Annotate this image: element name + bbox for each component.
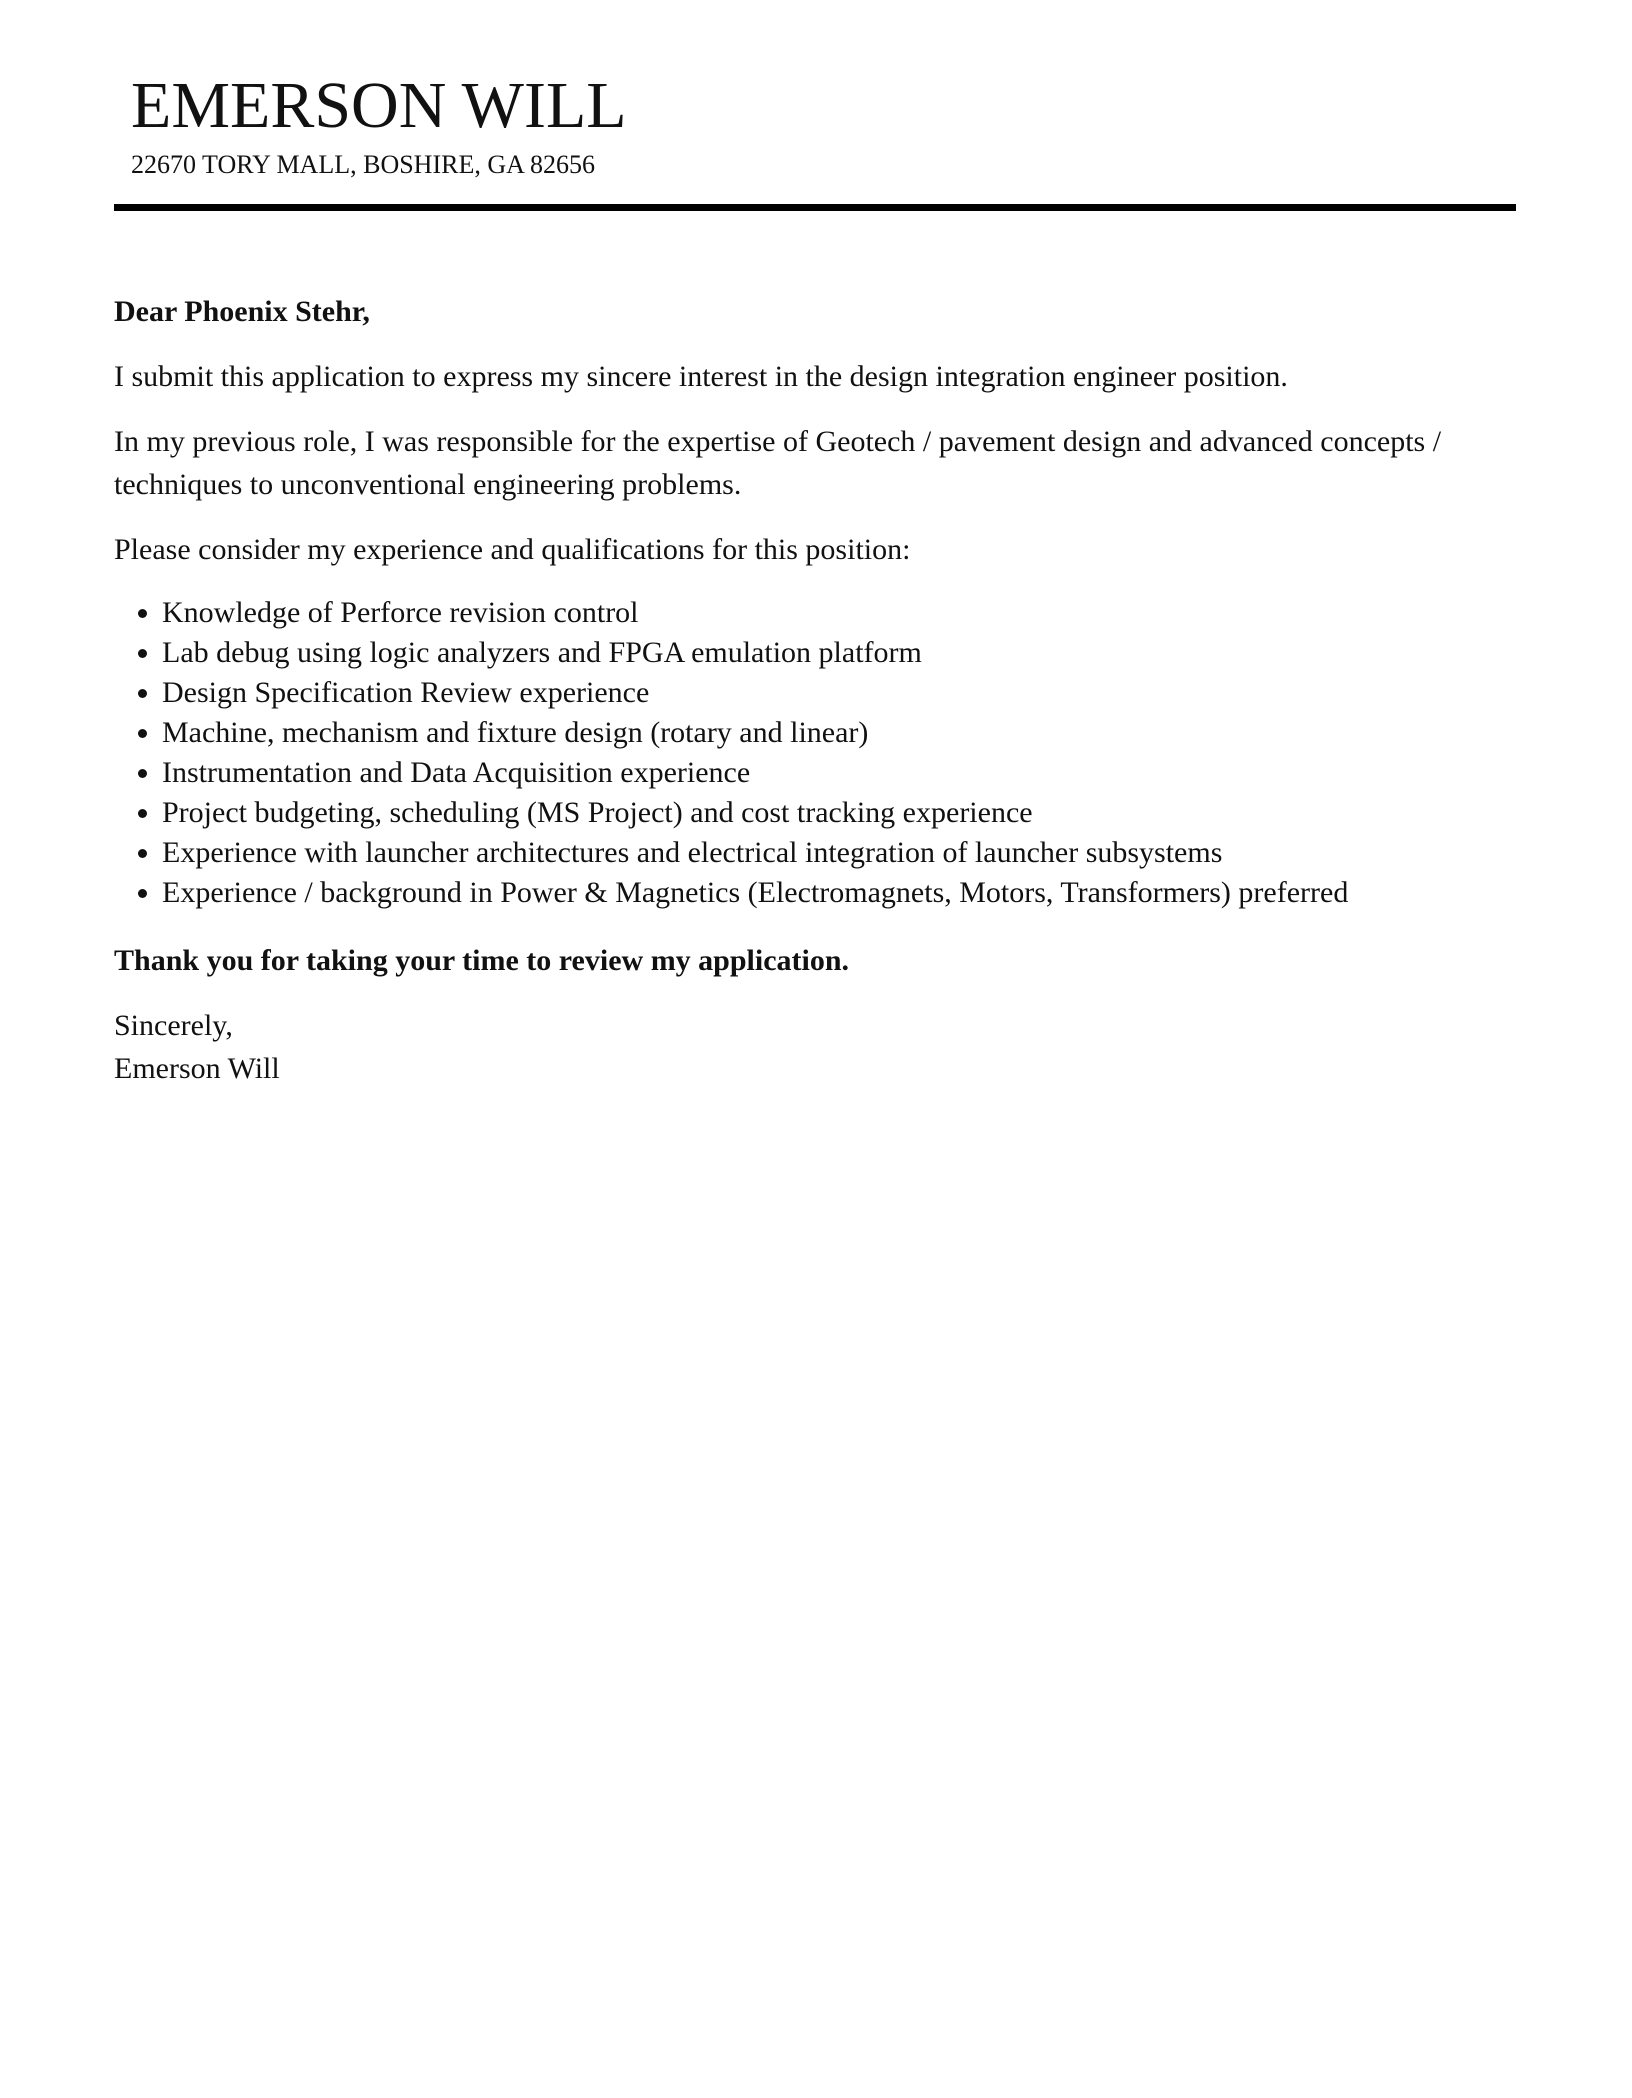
- letter-header: [114, 66, 1516, 182]
- qualification-text: Project budgeting, scheduling (MS Project) and cost tracking experience: [162, 796, 1033, 829]
- closing: Sincerely,: [114, 1009, 233, 1042]
- bullet-icon: [138, 649, 147, 658]
- qualification-text: Design Specification Review experience: [162, 676, 650, 709]
- bullet-icon: [138, 809, 147, 818]
- qualification-text: Lab debug using logic analyzers and FPGA emulation platform: [162, 636, 922, 669]
- intro-paragraph: I submit this application to express my sincere interest in the design integration engineer position.: [114, 360, 1288, 393]
- applicant-name: EMERSON WILL: [131, 69, 627, 142]
- list-item: [162, 873, 1524, 913]
- qualifications-list: [114, 593, 1524, 913]
- experience-paragraph: In my previous role, I was responsible for the expertise of Geotech / pavement design and advanced concepts / techniques to unconventional engineering problems.: [114, 425, 1442, 501]
- bullet-icon: [138, 849, 147, 858]
- qualification-text: Knowledge of Perforce revision control: [162, 596, 639, 629]
- list-item: [162, 673, 1524, 713]
- list-item: [162, 793, 1524, 833]
- salutation: Dear Phoenix Stehr,: [114, 295, 370, 328]
- header-divider: [114, 204, 1516, 211]
- qualifications-intro: Please consider my experience and qualifications for this position:: [114, 533, 911, 566]
- applicant-address: 22670 TORY MALL, BOSHIRE, GA 82656: [131, 150, 595, 179]
- list-item: [162, 833, 1524, 873]
- bullet-icon: [138, 689, 147, 698]
- list-item: [162, 713, 1524, 753]
- list-item: [162, 633, 1524, 673]
- qualification-text: Machine, mechanism and fixture design (rotary and linear): [162, 716, 869, 749]
- list-item: [162, 593, 1524, 633]
- bullet-icon: [138, 889, 147, 898]
- qualification-text: Instrumentation and Data Acquisition experience: [162, 756, 751, 789]
- qualification-text: Experience / background in Power & Magnetics (Electromagnets, Motors, Transformers) preferred: [162, 876, 1349, 909]
- qualification-text: Experience with launcher architectures and electrical integration of launcher subsystems: [162, 836, 1223, 869]
- signature-name: Emerson Will: [114, 1052, 280, 1085]
- list-item: [162, 753, 1524, 793]
- thank-you-line: Thank you for taking your time to review my application.: [114, 944, 850, 977]
- bullet-icon: [138, 729, 147, 738]
- bullet-icon: [138, 609, 147, 618]
- letter-body: [114, 290, 1524, 1090]
- bullet-icon: [138, 769, 147, 778]
